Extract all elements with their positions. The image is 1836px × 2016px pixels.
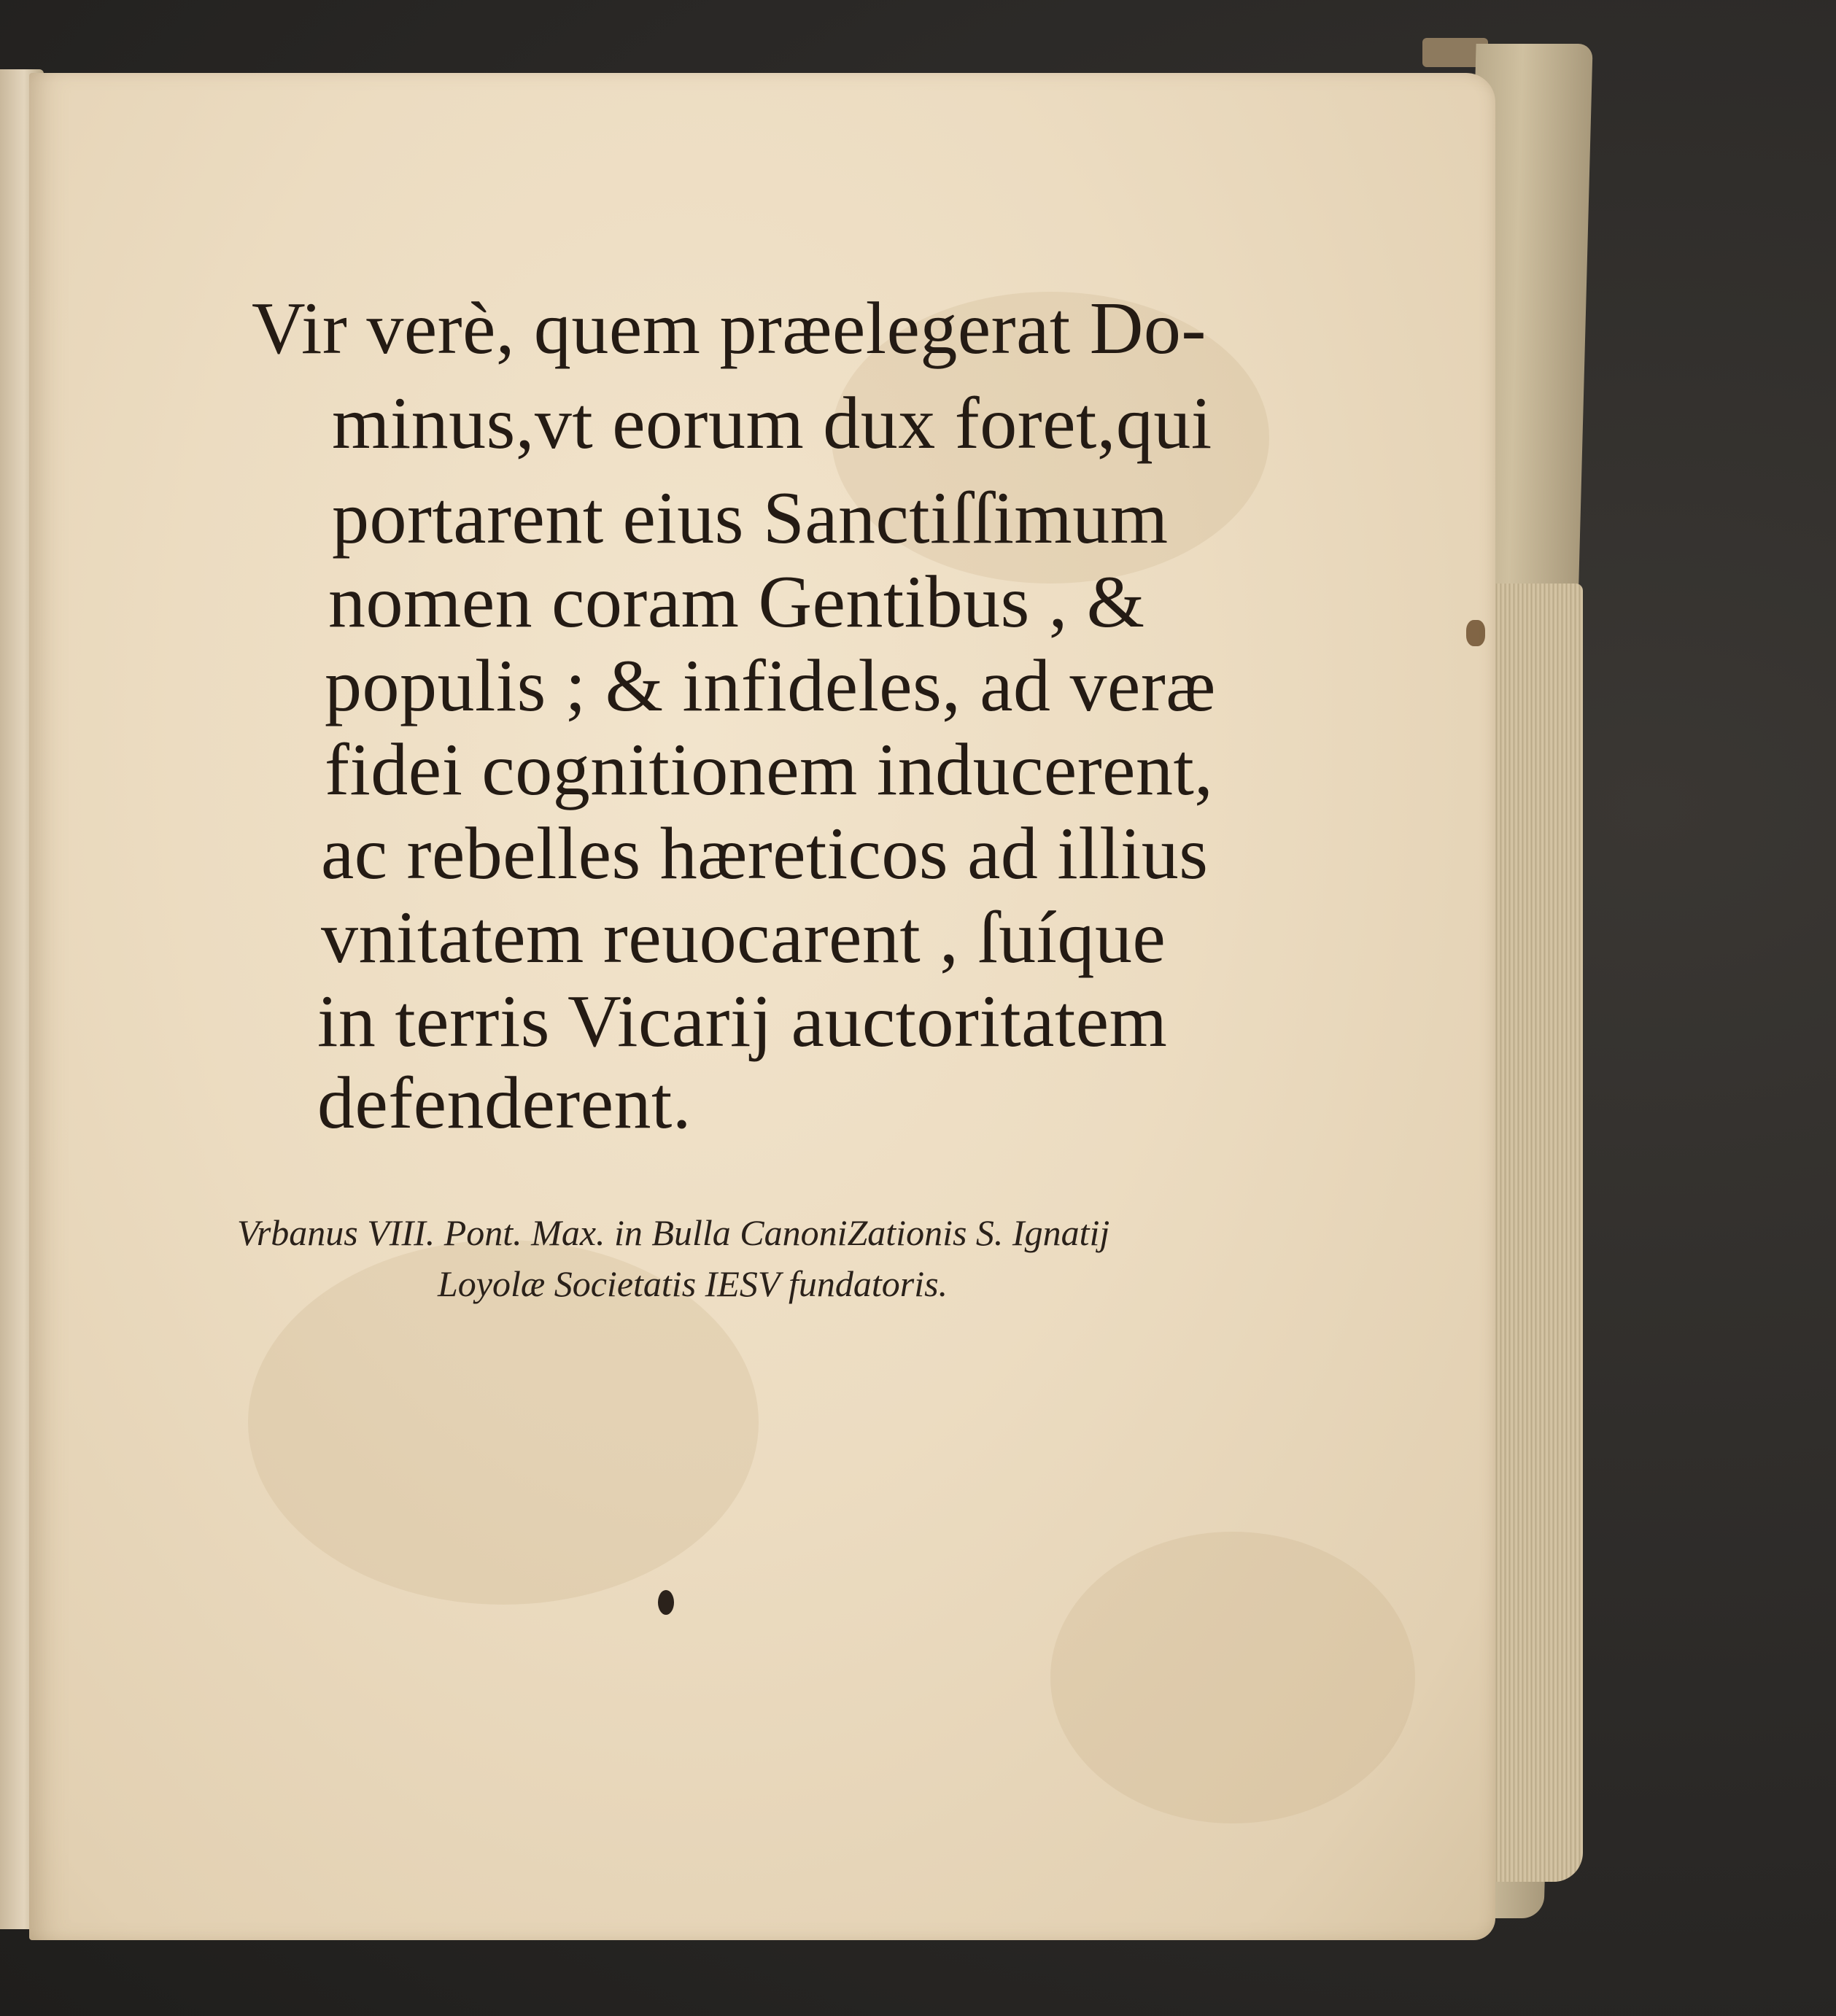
attribution-line: Vrbanus VIII. Pont. Max. in Bulla CanoniZationis S. Ignatij <box>237 1212 1110 1253</box>
text-line: vnitatem reuocarent , ſuíque <box>321 896 1166 979</box>
text-line: fidei cognitionem inducerent, <box>325 729 1214 811</box>
text-line: minus,vt eorum dux foret,qui <box>332 382 1212 465</box>
attribution-line: Loyolæ Societatis IESV fundatoris. <box>438 1263 948 1304</box>
ornament-mark <box>658 1590 674 1615</box>
text-line: defenderent. <box>317 1062 692 1144</box>
text-line: in terris Vicarij auctoritatem <box>317 980 1168 1063</box>
text-line: populis ; & infideles, ad veræ <box>325 645 1216 727</box>
text-line: nomen coram Gentibus , & <box>328 561 1145 643</box>
text-line: Vir verè, quem præelegerat Do- <box>252 287 1206 370</box>
text-line: portarent eius Sanctiſſimum <box>332 477 1169 559</box>
text-line: ac rebelles hæreticos ad illius <box>321 813 1209 895</box>
